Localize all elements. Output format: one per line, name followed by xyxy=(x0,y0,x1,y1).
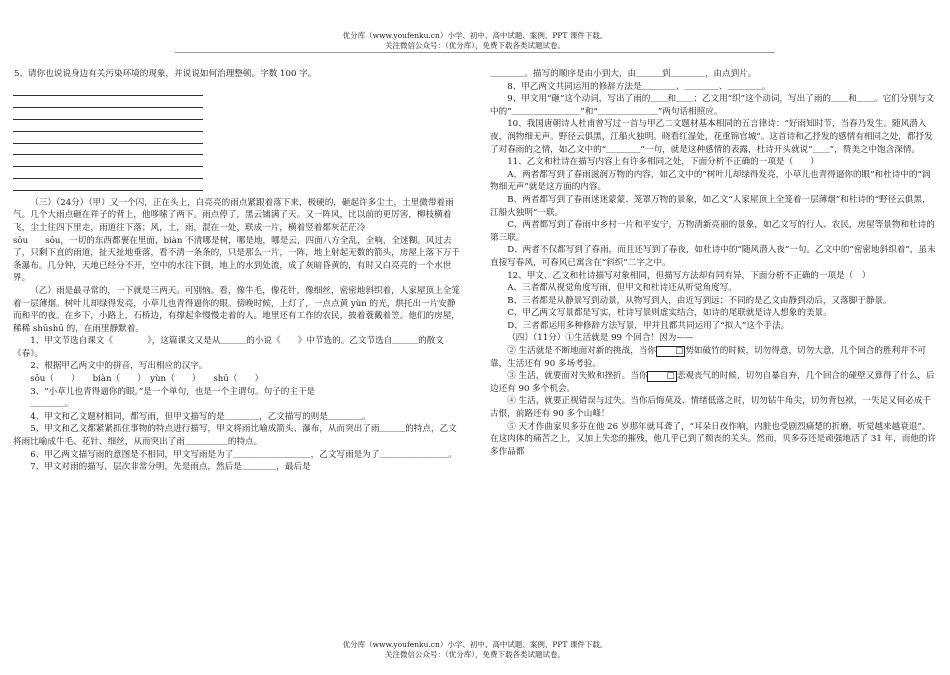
question-12: 12、甲文、乙文和杜诗描写对象相同，但描写方法却有同有异，下面分析不正确的一项是（ ） xyxy=(507,270,871,281)
question-12-option-a: A、三者都从视觉角度写雨，但甲文和杜诗还从听觉角度写。 xyxy=(507,283,737,294)
question-11: 11、乙文和杜诗在描写内容上有许多相同之处，下面分析不正确的一项是（ ） xyxy=(507,157,819,168)
question-12-option-c: C、甲乙两文写景都是写实，杜诗写景则虚实结合，如诗的尾联就是诗人想象的美景。 xyxy=(507,308,832,319)
question-5: 5、请你也说说身边有关污染环境的现象，并说说如何治理整顿。字数 100 字。 xyxy=(14,69,317,79)
header-line-2: 关注微信公众号：（优分库），免费下载各类试题试卷。 xyxy=(385,41,565,50)
question-12-option-d: D、三者都运用多种修辞方法写景，甲并且都共同运用了“拟人”这个手法。 xyxy=(507,320,790,331)
footer-line-2: 关注微信公众号：（优分库），免费下载各类试题试卷。 xyxy=(385,650,565,659)
question-2: 2、根据甲乙两文中的拼音，写出相应的汉字。 xyxy=(30,361,208,372)
para-2-start: ② 生活就是不断地面对新的挑战，当你 xyxy=(507,346,657,357)
para-3-start: ③ 生活，就要面对失败和挫折。当你 xyxy=(507,371,648,382)
answer-line[interactable] xyxy=(13,120,203,132)
question-1: 1、甲文节选自课文《 》，这篇课文又是从＿＿＿的小说《 》中节选的。乙文节选自＿＿＿的散文《春》。 xyxy=(13,336,444,359)
blank-box[interactable]: □ xyxy=(647,371,676,382)
question-4: 4、甲文和乙文题材相同，都写雨，但甲文描写的是＿＿＿＿，乙文描写的则是＿＿＿＿。 xyxy=(30,411,371,422)
question-5b: 5、甲文和乙文都紧紧抓住事物的特点进行描写，甲文将雨比喻成箭头、瀑布，从而突出了雨＿＿＿的特点，乙文将雨比喻成牛毛、花针、细丝，从而突出了雨＿＿＿＿＿的特点。 xyxy=(13,424,457,448)
question-3: 3、“小草儿也青得逼你的眼。”是一个单句，也是一个主谓句。句子的主干是 xyxy=(30,386,316,397)
section-3-passage-jia: （三）（24分）（甲）又一个闪，正在头上，白亮亮的雨点紧跟着落下来，极硬的，砸起许多尘土，土里微带着雨气。几个大雨点砸在祥子的背上，他哆嗦了两下。雨点停了，黑云铺满了天。又一阵风，比以前的更厉害，柳枝横着飞，尘土往四下里走，雨道往下落；风，土，雨，混在一处，联成一片，横着竖着都灰茫茫冷 xyxy=(13,197,454,233)
section-4-title: （四）（11分）①生活就是 99 个回合！因为—— xyxy=(507,333,694,344)
question-11-option-a: A、两者都写到了春雨滋润万物的内容，如乙文中的“树叶儿却绿得发亮，小草儿也青得逼你的眼”和杜诗中的“润物细无声”就是这方面的内容。 xyxy=(490,169,931,193)
para-3-rest: 悲观丧气的时候，切勿自暴自弃，几个回合的碰壁又算得了什么，后边还有 90 多个机会。 xyxy=(490,371,935,394)
question-3-tail: ＿＿＿＿。 xyxy=(30,399,74,410)
section-4-para-3 xyxy=(490,370,938,395)
blank-box[interactable]: □ xyxy=(656,346,685,357)
page-header xyxy=(0,31,950,53)
answer-lines xyxy=(13,85,461,191)
header-line-1: 优分库（www.youfenku.cn）小学、初中、高中试题、案例、PPT 课件下载。 xyxy=(342,31,608,40)
question-10: 10、我国唐朝诗人杜甫曾写过一首与甲乙二文题材基本相同的五言律诗：“好雨知时节，当春乃发生。随风潜入夜，润物细无声。野径云俱黑，江船火独明。晓看红湿处，花重锦官城”。这首诗和乙抒发的感情有相同之处，都抒发了对春雨的之情，如乙文中的“＿＿＿＿”一句，就是这种感情的表露，杜诗开头就说“＿＿”，赞美之中饱含深情。 xyxy=(490,119,933,155)
left-column xyxy=(13,68,461,474)
question-11-option-c: C、两者都写到了春雨中乡村一片和平安宁，万物清新亮丽的景象，如乙文写的行人、农民，房屋等景物和杜诗的第三联。 xyxy=(490,220,935,243)
answer-line[interactable] xyxy=(13,155,203,167)
footer-line-1: 优分库（www.youfenku.cn）小学、初中、高中试题、案例、PPT 课件下载。 xyxy=(342,640,608,649)
section-4-para-4: ④ 生活，就要正视错误与过失。当你后悔莫及、情绪低落之时，切勿钻牛角尖，切勿背包袱，一失足又何必成千古恨，前路还有 90 多个山峰！ xyxy=(490,396,932,420)
section-4-para-2 xyxy=(490,345,938,370)
answer-line[interactable] xyxy=(13,96,203,108)
header-rule xyxy=(175,52,775,53)
question-7-cont: ＿＿＿＿。描写的顺序是由小到大，由＿＿＿到＿＿＿＿，由点到片。 xyxy=(490,69,757,79)
question-9: 9、甲文用“砸”这个动词，写出了雨的＿＿和＿＿；乙文用“织”这个动词，写出了雨的＿＿和＿＿。它们分别与文中的“＿＿＿＿＿＿＿＿”和“＿＿＿＿＿＿＿”两句话相照应。 xyxy=(490,94,935,117)
section-3-passage-jia-cont: sōu sōu，一切的东西都裹在里面，biàn 不清哪是树，哪是地，哪是云，四面八方全乱，全响，全迷糊。风过去了，只剩下直的雨道，扯天扯地垂落，看不清一条条的，只是那么一片，一阵，地上射起无数的箭头，房屋上落下万千条瀑布。几分钟，天地已经分不开，空中的水往下倒，地上的水到处流，成了灰暗昏黄的，有时又白亮亮的一个水世界。 xyxy=(13,235,460,284)
question-6: 6、甲乙两文描写雨的意图是不相同，甲文写雨是为了＿＿＿＿＿＿＿＿＿，乙文写雨是为了＿＿＿＿＿＿＿＿。 xyxy=(30,449,457,460)
passage-yi: （乙）雨是最寻常的，一下就是三两天。可别恼。看，像牛毛，像花针，像细丝，密密地斜织着，人家屋顶上全笼着一层薄烟。树叶儿却绿得发亮，小草儿也青得逼你的眼。傍晚时候，上灯了，一点点黄 yùn 的光，烘托出一片安静而和平的夜。在乡下，小路上，石桥边，有撑起伞慢慢走着的人。地里还有工作的农民，披着蓑戴着笠。他们的房屋，稀稀 shūshū 的，在雨里静默着。 xyxy=(13,285,460,334)
page-footer xyxy=(0,640,950,660)
right-column xyxy=(490,68,938,458)
answer-line[interactable] xyxy=(13,144,203,156)
answer-line[interactable] xyxy=(13,132,203,144)
question-11-option-d: D、两者不仅都写到了春雨，而且还写到了春夜，如杜诗中的“随风潜入夜”一句。乙文中的“密密地斜织着”，虽未直接写春风，可春风已寓含在“斜织”二字之中。 xyxy=(490,245,936,268)
question-8: 8、甲乙两文共同运用的修辞方法是＿＿＿＿、＿＿＿＿、＿＿＿＿。 xyxy=(507,81,771,92)
answer-line[interactable] xyxy=(13,167,203,179)
answer-line[interactable] xyxy=(13,179,203,191)
question-2-items: sōu（ ） biàn（ ） yùn（ ） shū（ ） xyxy=(30,374,264,385)
answer-line[interactable] xyxy=(13,108,203,120)
section-4-para-5: ⑤ 天才作曲家贝多芬在他 26 岁那年就耳聋了，“耳朵日夜作响，内脏也受剧烈痛楚的折磨，听觉越来越衰退”。在这肉体的痛苦之上，又加上失恋的摧残，他几乎已到了颓丧的关头。然而，贝多芬还是顽强地活了 31 年，而他的许多作品都 xyxy=(490,421,937,457)
question-7: 7、甲文对雨的描写，层次非常分明，先是雨点，然后是＿＿＿＿，最后是 xyxy=(30,462,311,473)
answer-line[interactable] xyxy=(13,85,203,97)
para-2-rest: 势如破竹的时候，切勿得意，切勿大意，几个回合的胜利并不可靠，生活还有 90 多场考验。 xyxy=(490,346,926,369)
question-12-option-b: B、三者都是从静景写到动景，从物写到人，由近写到远；不同的是乙文由静到动后，又落脚于静景。 xyxy=(507,295,892,306)
question-11-option-b: B、两者都写到了春雨迷迷蒙蒙、笼罩万物的景象，如乙文“人家屋顶上全笼着一层薄烟”和杜诗的“野径云俱黑，江船火独明”一联。 xyxy=(490,194,931,218)
